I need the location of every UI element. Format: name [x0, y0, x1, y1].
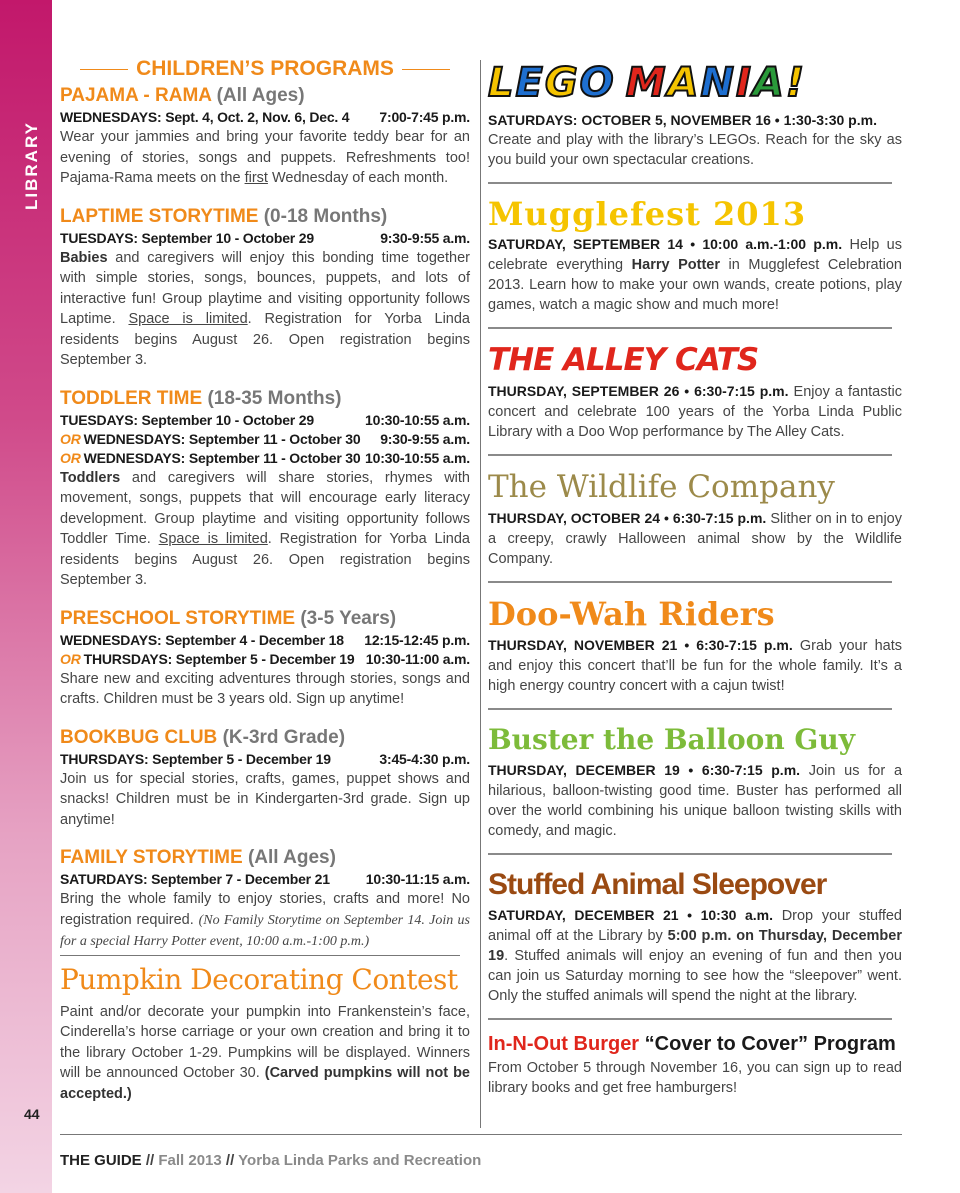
program-description: [60, 669, 470, 710]
program-gap: [60, 710, 470, 724]
section-header: [60, 56, 470, 82]
childrens-programs-column: [60, 56, 470, 1104]
schedule-days-wrap: [60, 229, 314, 248]
description-underline: Space is limited: [128, 311, 248, 327]
special-events-column: [488, 56, 902, 1098]
schedule-days-wrap: [60, 411, 314, 430]
stuffed-animal-title: Stuffed Animal Sleepover: [488, 868, 827, 901]
footer-sep-2: //: [221, 1152, 239, 1169]
lego-letter: M: [625, 60, 666, 106]
footer-season: Fall 2013: [158, 1152, 222, 1169]
or-label: OR: [60, 449, 81, 466]
schedule-days-wrap: [60, 449, 360, 468]
footer-sep-1: //: [141, 1152, 159, 1169]
or-label: OR: [60, 650, 81, 667]
program-block: [60, 607, 470, 710]
lego-letter: O: [579, 60, 614, 106]
lego-letter: L: [488, 60, 514, 106]
schedule-row: [60, 411, 470, 430]
footer-org: Yorba Linda Parks and Recreation: [238, 1152, 482, 1169]
event-divider: [488, 708, 892, 710]
schedule-days: WEDNESDAYS: September 11 - October 30: [83, 430, 361, 447]
description-underline: Space is limited: [158, 531, 268, 547]
schedule-row: [60, 449, 470, 468]
program-age: (K-3rd Grade): [222, 726, 346, 748]
program-description: [60, 769, 470, 831]
stuffed-text-b: . Stuffed animals will enjoy an evening of fun and then you can join us Saturday morning to see how the “sleepover” went. Only the stuffed animals will spend the night at the library.: [488, 948, 902, 1004]
program-gap: [60, 371, 470, 385]
alley-cats-text: Enjoy a fantastic concert and celebrate 100 years of the Yorba Linda Public Library with a Doo Wop performance by The Alley Cats.: [488, 384, 902, 440]
alley-cats-body: [488, 381, 902, 442]
schedule-days: THURSDAYS: September 5 - December 19: [83, 650, 355, 667]
mugglefest-schedule: SATURDAY, SEPTEMBER 14 • 10:00 a.m.-1:00 p.m.: [488, 236, 843, 252]
mugglefest-text-a: Help us celebrate everything: [488, 237, 902, 273]
event-divider: [488, 454, 892, 456]
description-lead: Toddlers: [60, 469, 121, 486]
schedule-time: 7:00-7:45 p.m.: [379, 109, 470, 125]
schedule-row: [60, 631, 470, 650]
description-text: Share new and exciting adventures through stories, songs and crafts. Children must be 3 years old. Sign up anytime!: [60, 670, 470, 707]
doo-wah-schedule: THURSDAY, NOVEMBER 21 • 6:30-7:15 p.m.: [488, 637, 793, 653]
innout-title: [488, 1030, 902, 1058]
schedule-row: [60, 430, 470, 449]
schedule-time: 9:30-9:55 a.m.: [380, 229, 470, 246]
program-name: FAMILY STORYTIME: [60, 847, 243, 868]
buster-balloon-body: [488, 760, 902, 841]
lego-body: Create and play with the library’s LEGOs. Reach for the sky as you build your own spectacular creations.: [488, 132, 902, 168]
schedule-time: 10:30-11:15 a.m.: [365, 871, 470, 887]
page-number: 44: [24, 1106, 40, 1122]
program-age: (3-5 Years): [300, 607, 397, 629]
schedule-days: SATURDAYS: September 7 - December 21: [60, 871, 330, 887]
mugglefest-bold: Harry Potter: [631, 257, 720, 273]
section-header-text: CHILDREN’S PROGRAMS: [136, 57, 394, 80]
description-text: Join us for special stories, crafts, games, puppet shows and snacks! Children must be in Kindergarten-3rd grade. Sign up anytime!: [60, 770, 470, 828]
program-age: (All Ages): [216, 85, 305, 106]
innout-program: “Cover to Cover” Program: [639, 1033, 896, 1055]
program-title: [60, 205, 470, 229]
stuffed-schedule: SATURDAY, DECEMBER 21 • 10:30 a.m.: [488, 907, 773, 923]
wildlife-text: Slither on in to enjoy a creepy, crawly Halloween animal show by the Wildlife Company.: [488, 511, 902, 567]
program-gap: [60, 830, 470, 844]
event-divider: [488, 853, 892, 855]
event-divider: [488, 1018, 892, 1020]
program-block: [60, 726, 470, 831]
schedule-days: THURSDAYS: September 5 - December 19: [60, 750, 331, 767]
lego-mania-title: [488, 56, 902, 110]
program-name: TODDLER TIME: [60, 387, 203, 409]
schedule-days-wrap: [60, 430, 360, 449]
lego-letter: A: [752, 60, 784, 106]
innout-brand: In-N-Out Burger: [488, 1033, 640, 1055]
schedule-time: 10:30-10:55 a.m.: [365, 411, 470, 428]
lego-letter: G: [544, 60, 578, 106]
schedule-days-wrap: [60, 631, 344, 650]
description-text: and caregivers will share stories, rhymes with movement, songs, puppets that will encourage early literacy development. Group playtime and visiting opportunity follows Toddler Time.: [60, 469, 470, 547]
schedule-row: [60, 108, 470, 127]
lego-letter: !: [785, 60, 805, 106]
footer-divider: [60, 1134, 902, 1135]
footer-guide: THE GUIDE: [60, 1152, 142, 1169]
description-text: Bring the whole family to enjoy stories, crafts and more! No registration required.: [60, 891, 470, 928]
lego-letter: N: [700, 60, 734, 106]
description-lead: Babies: [60, 249, 108, 266]
schedule-time: 12:15-12:45 p.m.: [364, 631, 470, 648]
schedule-days-wrap: [60, 108, 349, 127]
innout-body: From October 5 through November 16, you can sign up to read library books and get free hamburgers!: [488, 1060, 902, 1096]
pumpkin-divider: [60, 955, 460, 956]
schedule-row: [60, 870, 470, 889]
pumpkin-body-text: Paint and/or decorate your pumpkin into Frankenstein’s face, Cinderella’s horse carriage or your own creation and bring it to the library October 1-29. Pumpkins will be displayed. Winners will be announced October 30.: [60, 1003, 470, 1081]
buster-schedule: THURSDAY, DECEMBER 19 • 6:30-7:15 p.m.: [488, 762, 801, 778]
stuffed-bold: 5:00 p.m. on Thursday, December 19: [488, 928, 902, 964]
program-age: (All Ages): [247, 847, 336, 868]
wildlife-schedule: THURSDAY, OCTOBER 24 • 6:30-7:15 p.m.: [488, 510, 767, 526]
program-block: [60, 846, 470, 953]
event-divider: [488, 182, 892, 184]
program-age: (0-18 Months): [263, 205, 388, 227]
description-text-end: . Registration for Yorba Linda residents begins August 26. Open registration begins September 3.: [60, 311, 470, 368]
program-name: PAJAMA - RAMA: [60, 85, 212, 106]
description-underline: first: [244, 170, 268, 186]
program-block: [60, 387, 470, 591]
doo-wah-text: Grab your hats and enjoy this concert that’ll be fun for the whole family. It’s a high energy country concert with a cajun twist!: [488, 638, 902, 694]
schedule-time: 9:30-9:55 a.m.: [380, 430, 470, 447]
program-description: [60, 127, 470, 189]
event-divider: [488, 327, 892, 329]
or-label: OR: [60, 430, 81, 447]
program-name: BOOKBUG CLUB: [60, 726, 218, 748]
program-description: [60, 468, 470, 591]
wildlife-company-body: [488, 508, 902, 569]
schedule-days: WEDNESDAYS: September 11 - October 30: [83, 449, 361, 466]
program-title: [60, 387, 470, 411]
sidebar-label: LIBRARY: [22, 121, 41, 210]
header-rule-right: [402, 69, 450, 70]
stuffed-text-a: Drop your stuffed animal off at the Library by: [488, 908, 902, 944]
description-text-end: . Registration for Yorba Linda residents begins August 26. Open registration begins September 3.: [60, 531, 470, 588]
lego-schedule: SATURDAYS: OCTOBER 5, NOVEMBER 16 • 1:30-3:30 p.m.: [488, 112, 877, 128]
schedule-days-wrap: [60, 750, 331, 769]
lego-letter: I: [735, 60, 751, 106]
schedule-days-wrap: [60, 870, 330, 889]
column-divider: [480, 60, 481, 1128]
alley-cats-title: THE ALLEY CATS: [488, 342, 759, 378]
schedule-days-wrap: [60, 650, 354, 669]
program-name: LAPTIME STORYTIME: [60, 205, 259, 227]
schedule-row: [60, 650, 470, 669]
pumpkin-contest-body: [60, 1002, 470, 1105]
schedule-days: WEDNESDAYS: September 4 - December 18: [60, 631, 344, 648]
program-gap: [60, 591, 470, 605]
schedule-days: WEDNESDAYS: Sept. 4, Oct. 2, Nov. 6, Dec. 4: [60, 109, 350, 125]
schedule-time: 10:30-10:55 a.m.: [365, 449, 470, 466]
wildlife-company-title: The Wildlife Company: [488, 469, 835, 505]
description-text: Wear your jammies and bring your favorite teddy bear for an evening of stories, songs and puppets. Refreshments too! Pajama-Rama meets on the: [60, 129, 470, 186]
alley-cats-schedule: THURSDAY, SEPTEMBER 26 • 6:30-7:15 p.m.: [488, 383, 789, 399]
program-block: [60, 205, 470, 371]
schedule-time: 3:45-4:30 p.m.: [379, 750, 470, 767]
doo-wah-riders-body: [488, 635, 902, 696]
program-description: [60, 248, 470, 371]
program-name: PRESCHOOL STORYTIME: [60, 607, 296, 629]
program-title: [60, 84, 470, 108]
lego-letter: A: [667, 60, 699, 106]
program-description: [60, 889, 470, 953]
event-divider: [488, 581, 892, 583]
page-footer: [60, 1152, 481, 1169]
doo-wah-riders-title: Doo-Wah Riders: [488, 595, 775, 633]
stuffed-animal-body: [488, 905, 902, 1006]
schedule-days: TUESDAYS: September 10 - October 29: [60, 411, 314, 428]
program-gap: [60, 189, 470, 203]
pumpkin-body-bold: (Carved pumpkins will not be accepted.): [60, 1065, 470, 1102]
program-age: (18-35 Months): [207, 387, 342, 409]
schedule-row: [60, 750, 470, 769]
mugglefest-title: Mugglefest 2013: [488, 195, 807, 233]
program-list: [60, 84, 470, 953]
program-block: [60, 84, 470, 189]
description-text: and caregivers will enjoy this bonding time together with simple stories, songs, bounces, puppets, and lots of interactive fun! Group playtime and visiting opportunity follows Laptime.: [60, 249, 470, 327]
description-text-end: Wednesday of each month.: [267, 170, 449, 186]
program-title: [60, 607, 470, 631]
lego-letter: E: [515, 60, 543, 106]
schedule-time: 10:30-11:00 a.m.: [365, 650, 470, 667]
buster-text: Join us for a hilarious, balloon-twisting good time. Buster has performed all over the world combining his unique balloon twisting skills with comedy, and magic.: [488, 763, 903, 839]
program-title: [60, 846, 470, 870]
schedule-days: TUESDAYS: September 10 - October 29: [60, 229, 314, 246]
mugglefest-text-b: in Mugglefest Celebration 2013. Learn how to make your own wands, create potions, play games, watch a magic show and much more!: [488, 257, 902, 313]
schedule-row: [60, 229, 470, 248]
program-title: [60, 726, 470, 750]
buster-balloon-title: Buster the Balloon Guy: [488, 723, 855, 756]
description-note: (No Family Storytime on September 14. Join us for a special Harry Potter event, 10:00 a.m.-1:00 p.m.): [60, 912, 470, 949]
header-rule-left: [80, 69, 128, 70]
pumpkin-contest-title: Pumpkin Decorating Contest: [60, 962, 458, 996]
mugglefest-body: [488, 234, 902, 315]
